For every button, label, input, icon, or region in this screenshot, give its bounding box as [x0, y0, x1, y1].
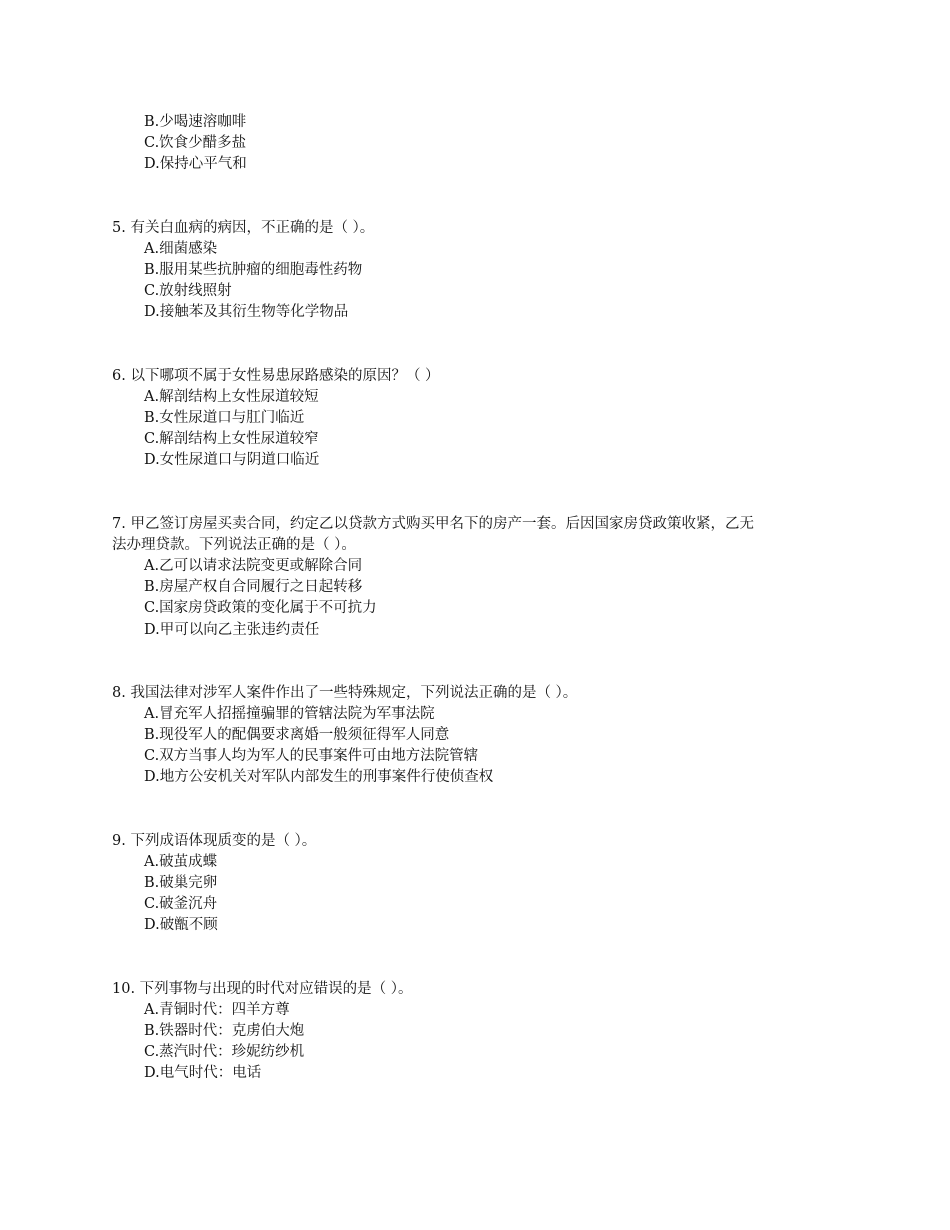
q6-option-b: B.女性尿道口与肛门临近: [144, 410, 305, 426]
q6-option-a: A.解剖结构上女性尿道较短: [144, 389, 319, 405]
q7-option-c: C.国家房贷政策的变化属于不可抗力: [144, 600, 377, 616]
q9-stem: 9. 下列成语体现质变的是（ ）。: [112, 833, 317, 849]
q7-option-d: D.甲可以向乙主张违约责任: [144, 622, 320, 638]
q4-option-b: B.少喝速溶咖啡: [144, 114, 247, 130]
q5-option-a: A.细菌感染: [144, 241, 218, 257]
q7-option-a: A.乙可以请求法院变更或解除合同: [144, 558, 363, 574]
q5-option-b: B.服用某些抗肿瘤的细胞毒性药物: [144, 262, 363, 278]
q8-option-a: A.冒充军人招摇撞骗罪的管辖法院为军事法院: [144, 706, 435, 722]
q9-option-a: A.破茧成蝶: [144, 854, 218, 870]
q9-option-c: C.破釜沉舟: [144, 896, 218, 912]
q5-stem: 5. 有关白血病的病因，不正确的是（ ）。: [112, 220, 375, 236]
q9-option-d: D.破甑不顾: [144, 917, 218, 933]
q4-option-d: D.保持心平气和: [144, 156, 247, 172]
q7-option-b: B.房屋产权自合同履行之日起转移: [144, 579, 363, 595]
q10-option-c: C.蒸汽时代：珍妮纺纱机: [144, 1044, 305, 1060]
q8-stem: 8. 我国法律对涉军人案件作出了一些特殊规定，下列说法正确的是（ ）。: [112, 685, 578, 701]
q6-option-d: D.女性尿道口与阴道口临近: [144, 452, 320, 468]
q9-option-b: B.破巢完卵: [144, 875, 218, 891]
q6-stem: 6. 以下哪项不属于女性易患尿路感染的原因？（ ）: [112, 368, 440, 384]
q8-option-d: D.地方公安机关对军队内部发生的刑事案件行使侦查权: [144, 769, 494, 785]
q10-option-b: B.铁器时代：克虏伯大炮: [144, 1023, 305, 1039]
q8-option-c: C.双方当事人均为军人的民事案件可由地方法院管辖: [144, 748, 479, 764]
q8-option-b: B.现役军人的配偶要求离婚一般须征得军人同意: [144, 727, 450, 743]
q10-option-d: D.电气时代：电话: [144, 1065, 262, 1081]
q7-stem-line2: 法办理贷款。下列说法正确的是（ ）。: [112, 537, 356, 553]
q10-option-a: A.青铜时代：四羊方尊: [144, 1002, 290, 1018]
q10-stem: 10. 下列事物与出现的时代对应错误的是（ ）。: [112, 981, 413, 997]
q4-option-c: C.饮食少醋多盐: [144, 135, 247, 151]
q6-option-c: C.解剖结构上女性尿道较窄: [144, 431, 319, 447]
q7-stem-line1: 7. 甲乙签订房屋买卖合同，约定乙以贷款方式购买甲名下的房产一套。后因国家房贷政策收紧，乙无: [112, 516, 754, 532]
q5-option-d: D.接触苯及其衍生物等化学物品: [144, 304, 349, 320]
q5-option-c: C.放射线照射: [144, 283, 232, 299]
